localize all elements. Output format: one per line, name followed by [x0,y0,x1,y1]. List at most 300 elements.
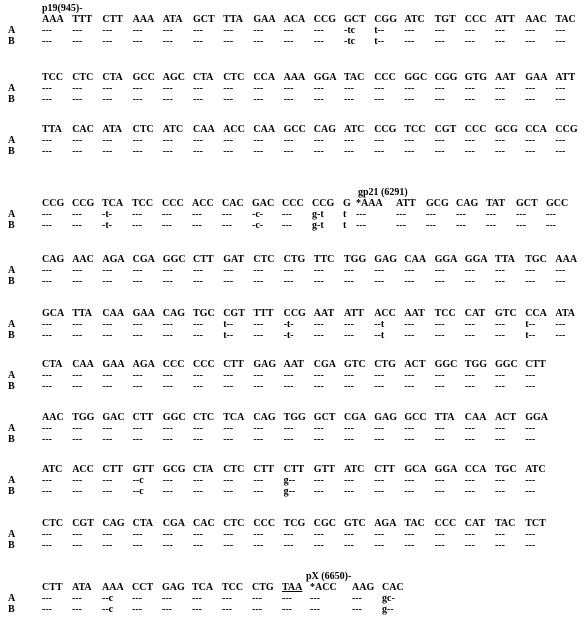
codon-variant: --- [72,529,83,540]
codon: CCA [464,464,487,475]
codon-variant: --- [374,135,385,146]
codon-variant: --- [162,475,173,486]
codon-variant: --- [102,36,113,47]
codon-variant: --- [72,276,83,287]
codon: AAA [102,582,124,593]
codon: GTC [344,359,366,370]
codon: TAC [404,518,425,529]
codon-variant: t-- [374,25,385,36]
codon: CTC [253,254,275,265]
codon-variant: --- [42,434,52,445]
codon-variant: --- [252,593,262,604]
codon-variant: -c- [252,209,264,220]
codon-variant: --- [283,146,294,157]
codon-variant: --- [464,83,475,94]
codon: CTT [102,464,123,475]
codon-variant: --- [374,434,385,445]
codon-variant: --- [404,135,415,146]
codon-variant: g-- [283,475,296,486]
row-label-b: B [8,276,15,287]
codon: GGA [434,254,458,265]
codon-variant: --- [464,276,475,287]
codon: CCC [162,359,185,370]
codon: ATA [72,582,92,593]
codon: TGC [495,464,517,475]
codon-variant: --- [253,25,264,36]
codon: CTG [252,582,274,593]
codon: CTC [193,412,215,423]
codon-variant: --- [193,135,203,146]
codon-variant: --- [72,381,83,392]
codon-variant: --- [456,209,466,220]
codon-variant: --- [162,276,173,287]
codon-variant: --- [464,94,475,105]
codon-variant: --- [404,370,415,381]
codon-variant: --- [434,265,445,276]
codon-variant: --- [223,486,234,497]
codon-variant: -c- [252,220,264,231]
codon-variant: --- [283,434,294,445]
codon-variant: --- [434,83,445,94]
codon: AAT [495,72,516,83]
codon-variant: --- [495,36,505,47]
codon: CTG [374,359,396,370]
codon-variant: --- [223,83,234,94]
codon: CAG [456,198,479,209]
codon: ATA [102,124,123,135]
codon-variant: --- [525,135,536,146]
codon: CTG [283,254,306,265]
codon: AGA [132,359,155,370]
codon-variant: --c [132,486,144,497]
codon-variant: --- [344,319,354,330]
codon-variant: --- [374,276,385,287]
codon-variant: --- [132,434,143,445]
codon-variant: --- [42,94,52,105]
codon: TAC [344,72,365,83]
codon: TTT [72,14,93,25]
codon-variant: t-- [525,319,536,330]
codon-variant: --- [162,540,173,551]
codon-variant: --- [434,423,445,434]
codon-variant: --- [344,146,354,157]
codon-variant: --- [486,209,496,220]
codon-variant: --- [192,593,202,604]
codon: ATC [344,464,365,475]
codon-variant: --c [102,593,114,604]
codon: CAT [464,308,486,319]
codon-variant: --- [132,529,143,540]
codon-variant: --- [223,135,234,146]
codon: TCA [102,198,124,209]
codon: ACC [374,308,396,319]
codon-variant: --- [223,276,234,287]
codon: CTT [374,464,395,475]
codon-variant: -t- [283,319,294,330]
codon: TCC [434,308,456,319]
codon-variant: --- [42,593,52,604]
codon: GGA [434,464,458,475]
codon: GAA [253,14,276,25]
codon-variant: --- [253,370,264,381]
codon: CCC [193,359,215,370]
codon-variant: --- [434,276,445,287]
codon-variant: t-- [223,330,234,341]
codon: CTT [42,582,63,593]
codon-variant: --- [495,330,505,341]
codon: CTT [132,412,154,423]
codon: AAA [42,14,64,25]
codon-variant: --- [222,593,232,604]
row-label-a: A [8,83,16,94]
codon-variant: --- [313,25,324,36]
codon-variant: --- [132,220,142,231]
codon: CAA [193,124,215,135]
codon-variant: --- [102,319,113,330]
codon-variant: g-- [283,486,296,497]
variant-row-b [0,36,585,48]
codon: *AAA [356,198,383,209]
codon-variant: --c [132,475,144,486]
codon-variant: --- [282,604,292,615]
codon: TTA [434,412,455,423]
codon: TTT [253,308,274,319]
codon-variant: --- [132,423,143,434]
codon-variant: --- [162,330,173,341]
codon-variant: --- [516,209,526,220]
codon: AAA [555,254,578,265]
codon-variant: --- [525,475,536,486]
codon: TGC [525,254,547,265]
codon: CTA [102,72,123,83]
codon-variant: --- [223,475,234,486]
row-label-a: A [8,135,16,146]
codon-variant: --- [193,330,203,341]
codon-variant: --- [313,319,324,330]
codon-variant: --- [464,381,475,392]
codon-variant: --- [72,146,83,157]
codon: CCG [374,124,397,135]
codon-variant: --- [253,434,264,445]
codon-variant: --- [313,540,324,551]
codon-variant: --- [162,319,173,330]
codon: GAG [253,359,277,370]
codon: TTA [223,14,244,25]
codon-variant: --- [102,94,113,105]
codon-variant: --- [555,25,566,36]
codon: AAC [525,14,547,25]
codon: GCT [313,412,336,423]
codon: TCG [283,518,306,529]
codon-variant: --- [525,25,536,36]
codon: CCA [525,308,547,319]
codon: ATT [396,198,416,209]
codon-variant: --- [546,209,556,220]
codon-variant: --- [344,83,354,94]
codon-variant: --- [42,276,52,287]
row-label-b: B [8,486,15,497]
codon: CCA [253,72,276,83]
codon: CGT [223,308,245,319]
codon-variant: --- [464,330,475,341]
codon: CCG [283,308,306,319]
codon-variant: --- [344,370,354,381]
codon-variant: --- [42,423,52,434]
codon: CCG [555,124,578,135]
codon-variant: --- [434,434,445,445]
codon-variant: --- [42,265,52,276]
codon: ATA [162,14,183,25]
codon-variant: --- [283,25,294,36]
codon-variant: --- [456,220,466,231]
codon: AGA [374,518,397,529]
codon-variant: --- [404,529,415,540]
codon-variant: --- [162,593,172,604]
codon: GGA [525,412,548,423]
codon-variant: --- [72,540,83,551]
codon: CCA [525,124,547,135]
codon: GAT [223,254,245,265]
codon-variant: --- [344,475,354,486]
codon: ATC [404,14,425,25]
codon-variant: --- [162,265,173,276]
codon: ACC [192,198,214,209]
codon-variant: --- [313,423,324,434]
codon-variant: --- [193,94,203,105]
codon-variant: --- [192,209,202,220]
codon-variant: --- [253,276,264,287]
codon-variant: --- [464,529,475,540]
codon-variant: --- [42,135,52,146]
codon-variant: --- [42,486,52,497]
codon-variant: --- [404,83,415,94]
codon: CGA [344,412,367,423]
codon-variant: --- [525,265,536,276]
codon-variant: --- [374,83,385,94]
codon-variant: --- [72,265,83,276]
codon-variant: --- [555,83,566,94]
codon-variant: --- [253,94,264,105]
codon: GAA [132,308,155,319]
codon-variant: --- [434,540,445,551]
codon-variant: --- [344,529,354,540]
codon-variant: --- [42,146,52,157]
codon-variant: --- [253,475,264,486]
codon: ACT [495,412,517,423]
codon-variant: --- [344,94,354,105]
codon: TTA [42,124,62,135]
codon: CGT [72,518,94,529]
variant-row-b [0,604,585,616]
codon-variant: --- [102,381,113,392]
codon-variant: --- [464,540,475,551]
codon-variant: --- [132,276,143,287]
codon-variant: --- [374,475,385,486]
codon-variant: --- [495,370,505,381]
codon-variant: --- [356,209,366,220]
codon-variant: --- [525,370,536,381]
codon-variant: --- [162,94,173,105]
codon-variant: gc- [382,593,395,604]
codon-variant: --- [283,94,294,105]
codon-variant: --- [252,604,262,615]
codon-variant: g-t [312,220,324,231]
codon: TTC [313,254,335,265]
codon-variant: --- [283,370,294,381]
codon: AAC [72,254,94,265]
codon: AAT [313,308,335,319]
codon-variant: g-t [312,209,324,220]
codon-variant: --- [132,604,142,615]
codon: ATC [42,464,63,475]
codon-variant: --- [223,370,234,381]
codon: CAC [382,582,404,593]
codon-variant: --- [495,83,505,94]
codon-variant: --- [132,593,142,604]
codon-variant: --- [102,265,113,276]
codon-variant: --- [223,146,234,157]
codon: GGC [162,412,186,423]
codon: AAG [352,582,375,593]
codon-variant: --- [495,540,505,551]
codon-variant: --- [223,25,234,36]
codon-variant: --- [42,83,52,94]
codon: AAA [283,72,306,83]
codon-variant: --- [313,486,324,497]
codon: TGG [344,254,367,265]
codon-variant: t-- [525,330,536,341]
codon-variant: --- [374,529,385,540]
codon: CGA [162,518,186,529]
codon-variant: --- [313,276,324,287]
row-label-a: A [8,25,16,36]
codon-variant: --- [253,381,264,392]
codon-variant: --- [313,529,324,540]
codon-variant: --- [162,146,173,157]
codon: CTT [223,359,244,370]
codon: GAG [374,254,397,265]
codon-variant: --- [193,370,203,381]
codon: CTC [223,72,245,83]
codon: AAT [283,359,304,370]
codon: TAT [486,198,506,209]
codon: GCC [546,198,569,209]
codon: CAA [72,359,94,370]
codon-variant: --- [102,330,113,341]
variant-row-b [0,276,585,288]
codon-variant: --- [132,370,143,381]
codon-variant: --- [495,381,505,392]
codon: CAC [222,198,244,209]
codon: ACA [283,14,306,25]
codon-variant: --- [344,135,354,146]
codon-variant: --- [426,220,436,231]
codon: TGG [464,359,488,370]
codon-variant: --- [132,330,143,341]
row-label-b: B [8,330,15,341]
codon-variant: --- [396,220,406,231]
codon-variant: --- [72,25,83,36]
codon-variant: --- [434,25,445,36]
codon-variant: --- [132,36,143,47]
codon-variant: --- [162,529,173,540]
codon-variant: --- [102,83,113,94]
codon-variant: --- [72,434,83,445]
codon-variant: --- [404,540,415,551]
codon-variant: --- [313,146,324,157]
codon-variant: --- [313,83,324,94]
codon-variant: --- [464,146,475,157]
codon: GTG [464,72,488,83]
codon-variant: --- [253,36,264,47]
codon: ATA [555,308,576,319]
codon-variant: --- [283,423,294,434]
row-label-a: A [8,319,16,330]
codon-variant: --- [282,593,292,604]
codon-variant: --- [434,94,445,105]
codon: CTC [42,518,64,529]
codon-variant: --- [374,265,385,276]
codon-variant: --- [253,83,264,94]
codon-variant: --- [555,146,566,157]
codon-variant: --- [404,94,415,105]
codon-variant: --- [162,25,173,36]
codon-variant: --- [374,423,385,434]
codon: GCT [344,14,366,25]
codon: TCA [192,582,214,593]
codon-variant: --- [193,540,203,551]
codon-variant: --- [253,146,264,157]
codon-variant: --c [102,604,114,615]
row-label-b: B [8,94,15,105]
codon-variant: g-- [382,604,394,615]
codon-variant: --- [162,486,173,497]
codon: GAC [252,198,275,209]
codon-variant: --- [396,209,406,220]
codon: CGA [132,254,155,265]
codon-variant: --- [555,319,566,330]
codon-variant: --- [495,25,505,36]
codon-variant: --- [464,265,475,276]
codon-variant: -t- [102,209,112,220]
codon-variant: --- [193,276,203,287]
codon: ATC [344,124,365,135]
codon-variant: --- [464,475,475,486]
codon: GAA [102,359,125,370]
codon-variant: --- [162,381,173,392]
codon-variant: --- [344,330,354,341]
codon-variant: --- [525,540,536,551]
codon: GCA [42,308,65,319]
codon: CTC [223,464,245,475]
codon-variant: --- [525,83,536,94]
codon-variant: --- [132,265,143,276]
variant-row-b [0,220,585,232]
codon-variant: --- [486,220,496,231]
codon-variant: --- [464,36,475,47]
codon-variant: --- [434,475,445,486]
codon-variant: --- [223,381,234,392]
codon: ATT [344,308,364,319]
codon: CTC [223,518,245,529]
codon-variant: --t [374,330,385,341]
codon-variant: --- [162,423,173,434]
codon: GTC [495,308,517,319]
codon: AGC [162,72,186,83]
row-label-b: B [8,220,15,231]
codon-variant: --- [162,370,173,381]
codon-variant: --- [253,486,264,497]
